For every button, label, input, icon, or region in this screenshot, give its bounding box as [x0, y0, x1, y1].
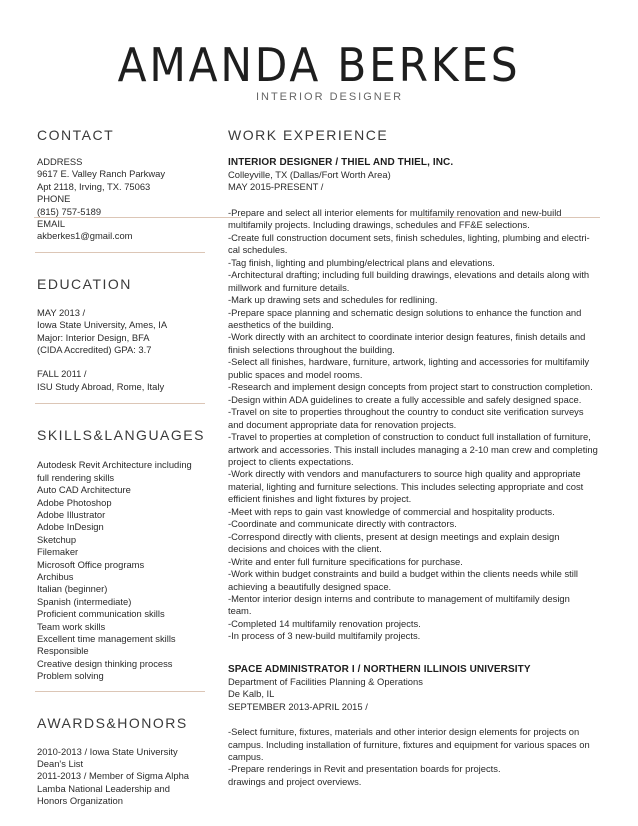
job-duty-line: -Design within ADA guidelines to create a fully accessible and safely designed space. — [228, 393, 582, 405]
education-heading: EDUCATION — [37, 275, 132, 292]
title-row — [34, 91, 600, 105]
job-duty-line: material, lighting and furniture selections. This includes selecting appropriate and cost — [228, 480, 584, 492]
skill-item: Adobe Photoshop — [37, 496, 112, 508]
education-line: Major: Interior Design, BFA — [37, 331, 150, 343]
section-divider — [35, 403, 205, 404]
job-duty-line: -Coordinate and communicate directly with contractors. — [228, 518, 457, 530]
education-line: Iowa State University, Ames, IA — [37, 319, 168, 331]
job-duty-line: -Meet with reps to gain vast knowledge of commercial and hospitality products. — [228, 505, 555, 517]
job-duty-line: public spaces and model rooms. — [228, 368, 363, 380]
job-duty-line: campus. — [228, 751, 264, 763]
contact-line: 9617 E. Valley Ranch Parkway — [37, 168, 166, 180]
job-department: Department of Facilities Planning & Operations — [228, 675, 423, 687]
resume-name: AMANDA BERKES — [117, 38, 521, 92]
job-duty-line: decisions and choices with the client. — [228, 543, 382, 555]
job-duties — [228, 726, 603, 788]
award-item: 2010-2013 / Iowa State University — [37, 745, 178, 757]
job-duty-line: finish selections throughout the building. — [228, 343, 395, 355]
job-dates: MAY 2015-PRESENT / — [228, 181, 324, 193]
job-duty-line: -Architectural drafting; including full building drawings, elevations and details along with — [228, 269, 590, 281]
work-heading: WORK EXPERIENCE — [228, 127, 389, 143]
job-duty-line: millwork and furniture details. — [228, 281, 350, 293]
job-duty-line: -Work directly with an architect to coordinate interior design features, finish details and — [228, 331, 586, 343]
skill-item: Microsoft Office programs — [37, 558, 145, 570]
job-entry — [228, 663, 603, 789]
job-duty-line: -Work directly with vendors and manufacturers to source high quality and appropriate — [228, 468, 581, 480]
job-duty-line: -Mentor interior design interns and contribute to management of multifamily design — [228, 592, 570, 604]
job-duty-line: -In process of 3 new-build multifamily projects. — [228, 630, 421, 642]
education-section — [37, 275, 205, 404]
skills-section — [37, 426, 205, 691]
award-item: 2011-2013 / Member of Sigma Alpha — [37, 770, 189, 782]
job-duty-line: artwork and accessories. This install includes managing a 2-10 man crew and completing — [228, 443, 598, 455]
job-duty-line: drawings and project overviews. — [228, 775, 362, 787]
contact-line: EMAIL — [37, 218, 66, 230]
job-entry — [228, 156, 603, 643]
skill-item: Autodesk Revit Architecture including — [37, 459, 192, 471]
awards-heading: AWARDS&HONORS — [37, 714, 188, 731]
section-divider — [35, 691, 205, 692]
section-divider — [35, 252, 205, 253]
job-duty-line: project to clients expectations. — [228, 455, 354, 467]
job-dates: SEPTEMBER 2013-APRIL 2015 / — [228, 700, 368, 712]
job-duty-line: cal schedules. — [228, 244, 288, 256]
job-title: SPACE ADMINISTRATOR I / NORTHERN ILLINOIS UNIVERSITY — [228, 663, 531, 675]
contact-line: (815) 757-5189 — [37, 205, 102, 217]
skill-item: Team work skills — [37, 620, 106, 632]
job-duty-line: achieving a beautifully designed space. — [228, 580, 392, 592]
education-line: FALL 2011 / — [37, 368, 87, 380]
left-column — [37, 126, 205, 808]
skill-item: Adobe InDesign — [37, 521, 104, 533]
contact-line: Apt 2118, Irving, TX. 75063 — [37, 180, 151, 192]
skill-item: Auto CAD Architecture — [37, 484, 131, 496]
contact-line: PHONE — [37, 193, 71, 205]
job-duty-line: multifamily projects. Including drawings, schedules and FF&E selections. — [228, 219, 530, 231]
skills-heading: SKILLS&LANGUAGES — [37, 427, 205, 444]
skill-item: Spanish (intermediate) — [37, 595, 132, 607]
job-duty-line: -Travel on site to properties throughout the country to conduct site verification surveys — [228, 406, 584, 418]
award-item: Honors Organization — [37, 795, 123, 807]
skill-item: Excellent time management skills — [37, 632, 176, 644]
education-line: MAY 2013 / — [37, 306, 86, 318]
contact-line: ADDRESS — [37, 156, 83, 167]
job-duty-line: -Work within budget constraints and build a budget within the clients needs while still — [228, 568, 579, 580]
skill-item: Filemaker — [37, 546, 79, 558]
resume-subtitle: INTERIOR DESIGNER — [255, 91, 404, 103]
skill-item: Proficient communication skills — [37, 608, 165, 620]
education-line: (CIDA Accredited) GPA: 3.7 — [37, 344, 152, 356]
job-duty-line: -Completed 14 multifamily renovation projects. — [228, 617, 421, 629]
contact-heading: CONTACT — [37, 127, 115, 143]
job-duty-line: -Select furniture, fixtures, materials and other interior design elements for projects on — [228, 726, 580, 738]
job-duties — [228, 207, 603, 643]
skill-item: Problem solving — [37, 670, 104, 682]
job-duty-line: -Travel to properties at completion of construction to conduct full installation of furniture, — [228, 431, 591, 443]
job-duty-line: -Mark up drawing sets and schedules for redlining. — [228, 294, 438, 306]
job-duty-line: -Prepare and select all interior elements for multifamily renovation and new-build — [228, 206, 562, 218]
skill-item: Creative design thinking process — [37, 657, 173, 669]
job-title: INTERIOR DESIGNER / THIEL AND THIEL, INC. — [228, 157, 454, 168]
job-duty-line: aesthetics of the building. — [228, 318, 334, 330]
job-duty-line: efficient finishes and light fixtures by project. — [228, 493, 412, 505]
skill-item: Archibus — [37, 570, 74, 582]
job-duty-line: -Write and enter full furniture specifications for purchase. — [228, 555, 463, 567]
job-duty-line: -Prepare renderings in Revit and presentation boards for projects. — [228, 763, 501, 775]
awards-section — [37, 714, 205, 808]
job-duty-line: -Research and implement design concepts from project start to construction completion. — [228, 381, 593, 393]
job-duty-line: -Tag finish, lighting and plumbing/electrical plans and elevations. — [228, 256, 495, 268]
job-duty-line: campus. Including installation of furniture, fixtures and equipment for various spaces on — [228, 738, 590, 750]
award-item: Lamba National Leadership and — [37, 782, 170, 794]
job-location: Colleyville, TX (Dallas/Fort Worth Area) — [228, 169, 391, 180]
skill-item: Italian (beginner) — [37, 583, 108, 595]
job-location: De Kalb, IL — [228, 688, 275, 700]
award-item: Dean's List — [37, 758, 84, 769]
job-duty-line: -Create full construction document sets, finish schedules, lighting, plumbing and electri- — [228, 231, 590, 243]
job-duty-line: team. — [228, 605, 252, 617]
job-duty-line: -Select all finishes, hardware, furniture, artwork, lighting and accessories for multifamily — [228, 356, 590, 368]
skill-item: Adobe Illustrator — [37, 508, 106, 520]
right-column — [228, 126, 603, 788]
job-duty-line: -Prepare space planning and schematic design solutions to enhance the function and — [228, 306, 582, 318]
skill-item: Sketchup — [37, 533, 77, 545]
skill-item: Responsible — [37, 645, 89, 657]
job-duty-line: -Correspond directly with clients, present at design meetings and explain design — [228, 530, 560, 542]
job-duty-line: and document appropriate data for renovation projects. — [228, 418, 457, 430]
contact-section — [37, 126, 205, 253]
education-line: ISU Study Abroad, Rome, Italy — [37, 380, 165, 392]
skill-item: full rendering skills — [37, 471, 115, 483]
contact-email: akberkes1@gmail.com — [37, 230, 133, 242]
